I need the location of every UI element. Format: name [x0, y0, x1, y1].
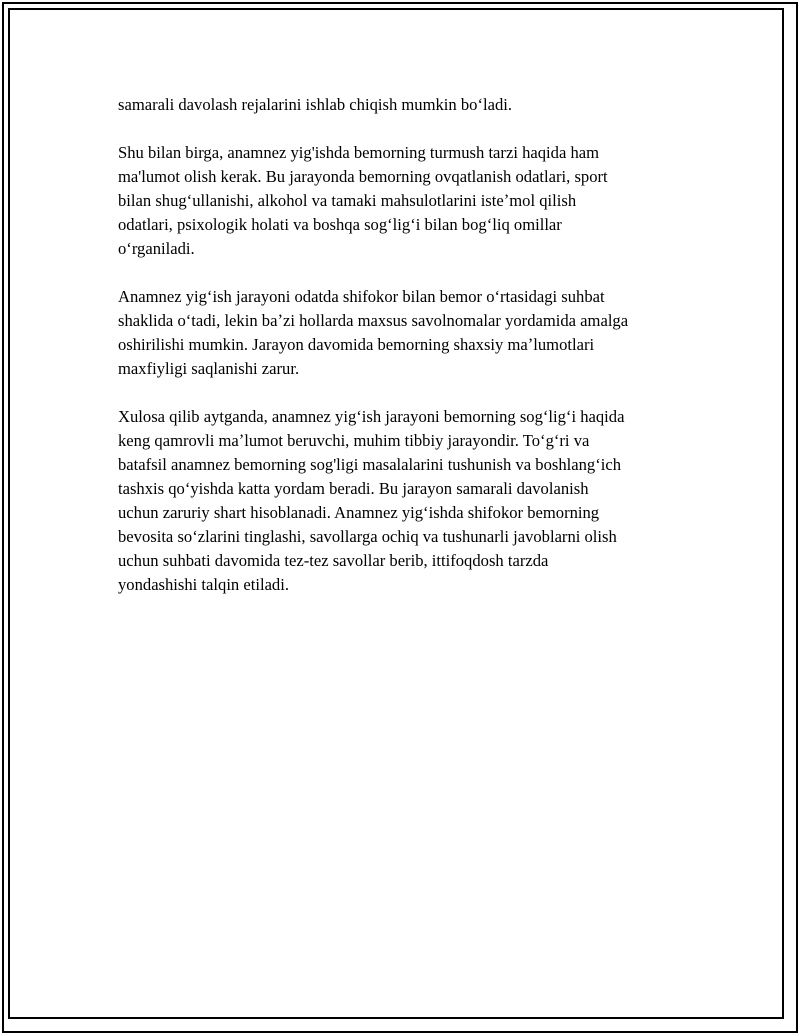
- paragraph-2: [118, 141, 698, 261]
- text-line: batafsil anamnez bemorning sog'ligi masalalarini tushunish va boshlangʻich: [118, 455, 621, 474]
- text-line: oʻrganiladi.: [118, 239, 195, 258]
- text-line: uchun zaruriy shart hisoblanadi. Anamnez yigʻishda shifokor bemorning: [118, 503, 600, 522]
- text-line: samarali davolash rejalarini ishlab chiqish mumkin boʻladi.: [118, 95, 513, 114]
- text-line: oshirilishi mumkin. Jarayon davomida bemorning shaxsiy maʼlumotlari: [118, 335, 595, 354]
- text-line: Anamnez yigʻish jarayoni odatda shifokor bilan bemor oʻrtasidagi suhbat: [118, 287, 605, 306]
- text-line: odatlari, psixologik holati va boshqa sogʻligʻi bilan bogʻliq omillar: [118, 215, 562, 234]
- text-line: uchun suhbati davomida tez-tez savollar berib, ittifoqdosh tarzda: [118, 551, 549, 570]
- text-line: bilan shugʻullanishi, alkohol va tamaki mahsulotlarini isteʼmol qilish: [118, 191, 577, 210]
- text-line: Xulosa qilib aytganda, anamnez yigʻish jarayoni bemorning sogʻligʻi haqida: [118, 407, 625, 426]
- document-body: [118, 93, 698, 621]
- paragraph-4: [118, 405, 698, 597]
- text-line: maxfiyligi saqlanishi zarur.: [118, 359, 300, 378]
- text-line: ma'lumot olish kerak. Bu jarayonda bemorning ovqatlanish odatlari, sport: [118, 167, 608, 186]
- paragraph-1: [118, 93, 698, 117]
- text-line: tashxis qoʻyishda katta yordam beradi. Bu jarayon samarali davolanish: [118, 479, 589, 498]
- paragraph-3: [118, 285, 698, 381]
- text-line: yondashishi talqin etiladi.: [118, 575, 289, 594]
- text-line: Shu bilan birga, anamnez yig'ishda bemorning turmush tarzi haqida ham: [118, 143, 600, 162]
- text-line: keng qamrovli maʼlumot beruvchi, muhim tibbiy jarayondir. Toʻgʻri va: [118, 431, 590, 450]
- text-line: bevosita soʻzlarini tinglashi, savollarga ochiq va tushunarli javoblarni olish: [118, 527, 617, 546]
- text-line: shaklida oʻtadi, lekin baʼzi hollarda maxsus savolnomalar yordamida amalga: [118, 311, 629, 330]
